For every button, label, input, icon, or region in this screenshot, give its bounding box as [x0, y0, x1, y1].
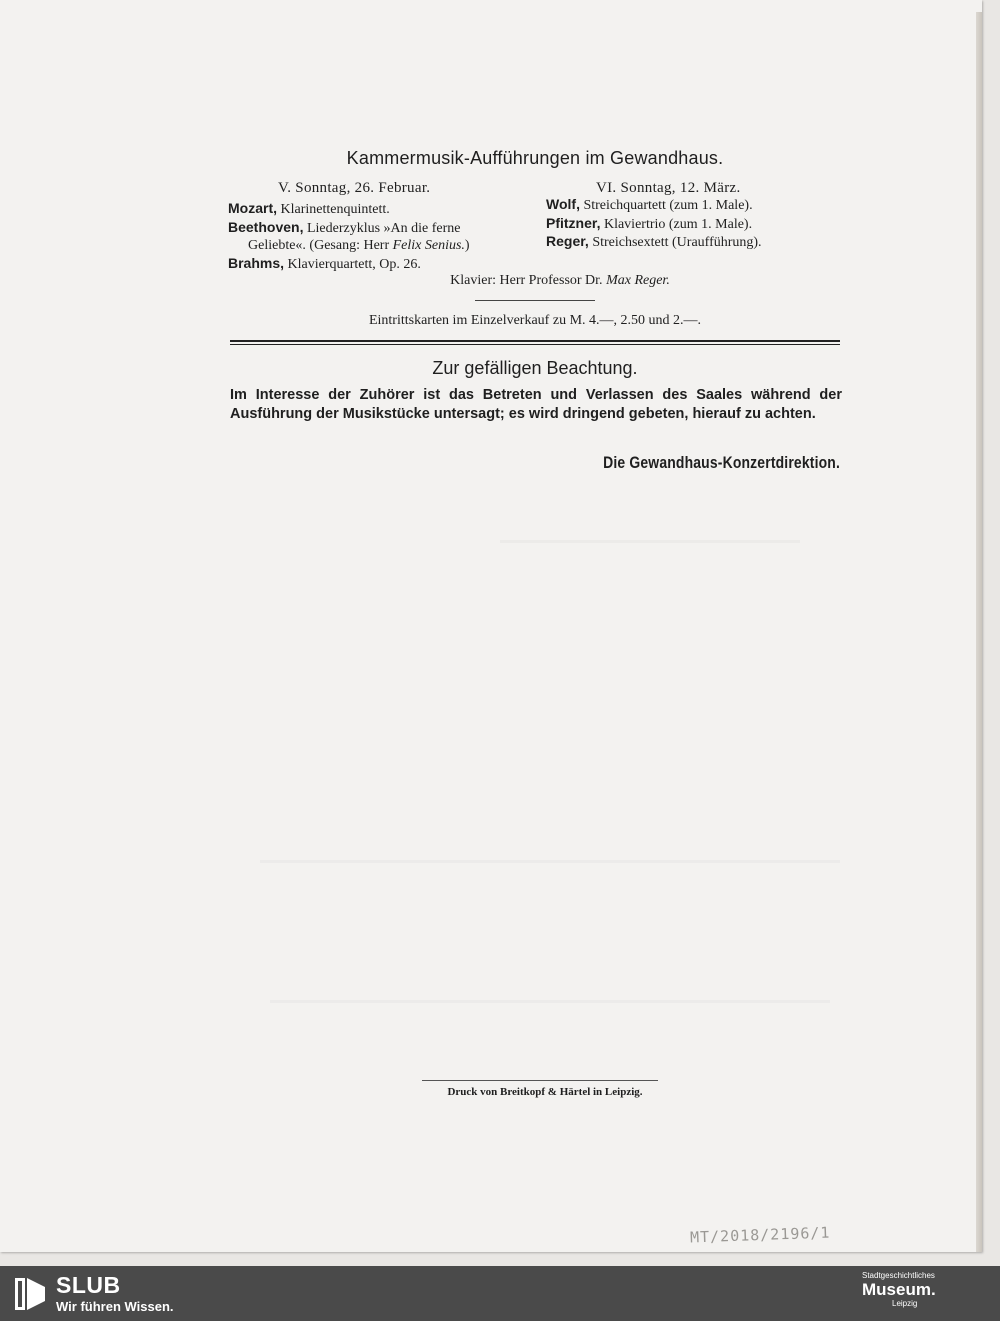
program-line	[228, 219, 528, 238]
work-title: Streichsextett (Uraufführung).	[592, 235, 762, 250]
pianist-name: Max Reger.	[606, 273, 670, 288]
composer-name: Mozart,	[228, 200, 277, 216]
program-line-continuation	[228, 237, 528, 255]
work-title: Klaviertrio (zum 1. Male).	[603, 216, 753, 232]
museum-label-big: Museum.	[862, 1280, 936, 1299]
notice-signature: Die Gewandhaus-Konzertdirektion.	[603, 453, 840, 472]
composer-name: Wolf,	[546, 196, 580, 212]
museum-label-small: Stadtgeschichtliches	[862, 1271, 935, 1280]
composer-name: Brahms,	[228, 254, 285, 271]
divider-printer	[422, 1080, 658, 1081]
divider-double	[230, 340, 840, 345]
fifth-concert-heading: V. Sonntag, 26. Februar.	[278, 180, 431, 196]
slub-tagline: Wir führen Wissen.	[56, 1299, 174, 1314]
museum-logo[interactable]	[862, 1271, 992, 1308]
bleed-through	[270, 1000, 830, 1003]
composer-name: Beethoven,	[228, 218, 304, 235]
work-title: Klarinettenquintett.	[280, 202, 390, 217]
sixth-concert-program	[546, 196, 836, 252]
ticket-prices: Eintrittskarten im Einzelverkauf zu M. 4.—, 2.50 und 2.—.	[368, 313, 702, 328]
work-title: Klavierquartett, Op. 26.	[287, 256, 421, 272]
program-line	[228, 200, 528, 219]
printer-imprint: Druck von Breitkopf & Härtel in Leipzig.	[447, 1086, 643, 1098]
bleed-through	[500, 540, 800, 543]
slub-name[interactable]: SLUB	[56, 1272, 121, 1298]
viewer-footer	[0, 1266, 1000, 1321]
fifth-concert-program	[228, 200, 528, 273]
notice-text: Im Interesse der Zuhörer ist das Betreten und Verlassen des Saales während der Ausführung der Musikstücke untersagt; es wird dringend gebeten, hierauf zu achten.	[230, 387, 842, 422]
bleed-through	[260, 860, 840, 863]
program-line	[228, 255, 528, 274]
notice-title: Zur gefälligen Beachtung.	[432, 358, 638, 378]
work-continuation: Geliebte«. (Gesang: Herr	[248, 238, 393, 253]
concert-series-title: Kammermusik-Aufführungen im Gewandhaus.	[346, 148, 724, 168]
work-title: Streichquartett (zum 1. Male).	[583, 198, 753, 213]
museum-city: Leipzig	[892, 1299, 918, 1308]
composer-name: Reger,	[546, 233, 589, 249]
program-line	[546, 233, 836, 252]
slub-logo-icon[interactable]	[13, 1275, 49, 1313]
divider-short	[475, 300, 595, 301]
singer-name: Felix Senius.	[392, 238, 465, 253]
work-continuation-end: )	[464, 238, 470, 253]
piano-label: Klavier: Herr Professor Dr.	[450, 273, 607, 288]
shelfmark: MT/2018/2196/1	[689, 1223, 831, 1247]
composer-name: Pfitzner,	[546, 214, 601, 231]
sixth-concert-heading: VI. Sonntag, 12. März.	[596, 180, 741, 196]
work-title: Liederzyklus »An die ferne	[306, 220, 461, 236]
program-line	[546, 215, 836, 234]
piano-credit	[230, 273, 890, 289]
program-line	[546, 196, 836, 215]
